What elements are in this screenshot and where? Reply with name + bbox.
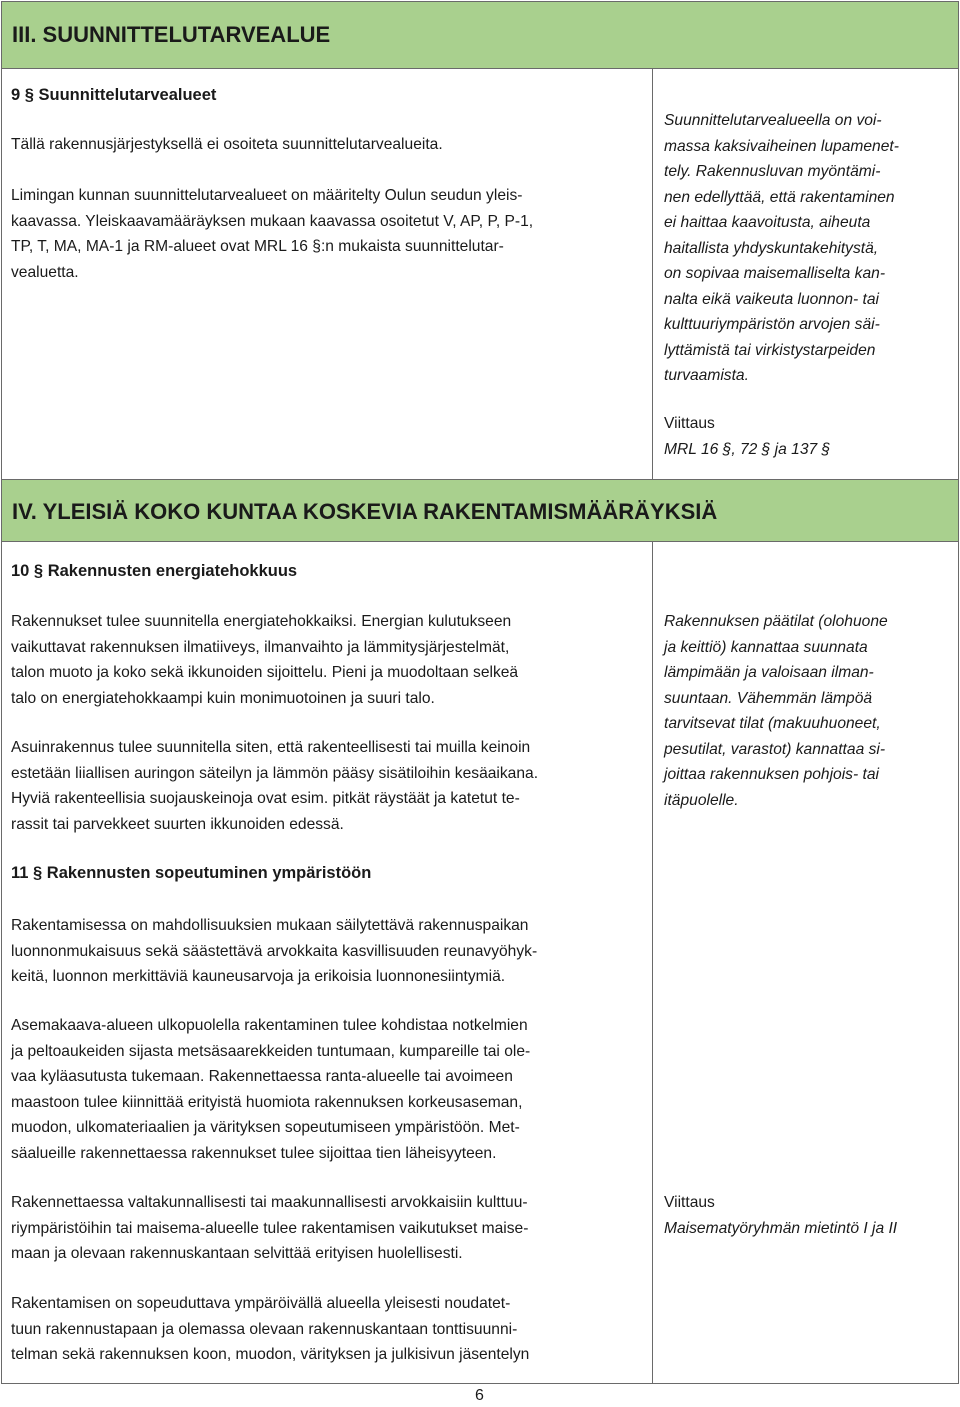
reference-text: Maisematyöryhmän mietintö I ja II: [664, 1219, 898, 1237]
paragraph-9-side-note: Suunnittelutarvealueella on voi- massa kaksivaiheinen lupamenet- tely. Rakennusluvan myöntämi- nen edellyttää, että rakentaminen ei haittaa kaavoitusta, aiheuta haitallista yhdyskuntakehitystä, on sopivaa maisemalliselta kan- nalta eikä vaikeuta luonnon- tai kulttuuriympäristön arvojen säi- lyttämistä tai virkistystarpeiden turvaamista.: [664, 112, 899, 384]
reference-label: Viittaus: [664, 415, 715, 432]
paragraph-9-reference: [664, 411, 949, 462]
paragraph-10-side-note: Rakennuksen päätilat (olohuone ja keittiö) kannattaa suunnata lämpimään ja valoisaan ilman- suuntaan. Vähemmän lämpöä tarvitsevat tilat (makuuhuoneet, pesutilat, varastot) kannattaa si- joittaa rakennuksen pohjois- tai itäpuolelle.: [664, 613, 888, 809]
paragraph-9-text-2: Limingan kunnan suunnittelutarvealueet on määritelty Oulun seudun yleis- kaavassa. Yleiskaavamääräyksen mukaan kaavassa osoitetut V, AP, P, P-1, TP, T, MA, MA-1 ja RM-alueet ovat MRL 16 §:n mukaista suunnittelutar- vealuetta.: [11, 187, 534, 281]
section-title-iv: IV. YLEISIÄ KOKO KUNTAA KOSKEVIA RAKENTAMISMÄÄRÄYKSIÄ: [1, 479, 959, 542]
paragraph-10-text-2: Asuinrakennus tulee suunnitella siten, että rakenteellisesti tai muilla keinoin estetään liiallisen auringon säteilyn ja lämmön pääsy sisätiloihin kesäaikana. Hyviä rakenteellisia suojauskeinoja ovat esim. pitkät räystäät ja katetut te- rassit tai parvekkeet suurten ikkunoiden edessä.: [11, 739, 539, 833]
paragraph-9-text-1: Tällä rakennusjärjestyksellä ei osoiteta suunnittelutarvealueita.: [11, 136, 443, 153]
paragraph-11-text-1: Rakentamisessa on mahdollisuuksien mukaan säilytettävä rakennuspaikan luonnonmukaisuus sekä säästettävä arvokkaita kasvillisuuden reunavyöhyk- keitä, luonnon merkittäviä kauneusarvoja ja erikoisia luonnonesiintymiä.: [11, 917, 538, 985]
paragraph-9-heading: 9 § Suunnittelutarvealueet: [11, 86, 217, 104]
paragraph-11-text-4: Rakentamisen on sopeuduttava ympäröivällä alueella yleisesti noudatet- tuun rakennustapaan ja olemassa olevaan rakennuskantaan tonttisuunni- telman sekä rakennuksen koon, muodon, värityksen ja julkisivun jäsentelyn: [11, 1295, 530, 1363]
frame-right-iii: [958, 69, 959, 479]
column-divider-iii: [652, 69, 653, 479]
column-divider-iv: [652, 542, 653, 1384]
page-number: 6: [475, 1387, 484, 1404]
paragraph-11-text-3: Rakennettaessa valtakunnallisesti tai maakunnallisesti arvokkaisiin kulttuu- riympäristöihin tai maisema-alueelle tulee rakentamisen vaikutukset maise- maan ja olevaan rakennuskantaan selvittää erityisen huolellisesti.: [11, 1194, 529, 1262]
paragraph-11-text-2: Asemakaava-alueen ulkopuolella rakentaminen tulee kohdistaa notkelmien ja peltoaukeiden sijasta metsäsaarekkeiden tuntumaan, kumpareille tai ole- vaa kyläasutusta tukemaan. Rakennettaessa ranta-alueelle tai avoimeen maastoon tulee kiinnittää erityistä huomiota rakennuksen korkeusaseman, muodon, ulkomateriaalien ja värityksen sopeutumiseen ympäristöön. Met- säalueille rakennettaessa rakennukset tulee sijoittaa tien läheisyyteen.: [11, 1017, 531, 1162]
section-title-iii: III. SUUNNITTELUTARVEALUE: [1, 1, 959, 69]
paragraph-10-heading: 10 § Rakennusten energiatehokkuus: [11, 562, 298, 580]
reference-text: MRL 16 §, 72 § ja 137 §: [664, 440, 831, 458]
reference-label: Viittaus: [664, 1194, 715, 1211]
paragraph-11-heading: 11 § Rakennusten sopeutuminen ympäristöön: [11, 864, 372, 882]
frame-left-iv: [1, 542, 2, 1384]
frame-left-iii: [1, 69, 2, 479]
paragraph-11-reference: [664, 1190, 954, 1241]
frame-right-iv: [958, 542, 959, 1384]
frame-bottom: [1, 1383, 959, 1384]
paragraph-10-text-1: Rakennukset tulee suunnitella energiatehokkaiksi. Energian kulutukseen vaikuttavat rakennuksen ilmatiiveys, ilmanvaihto ja lämmitysjärjestelmät, talon muoto ja koko sekä ikkunoiden sijoittelu. Pieni ja muodoltaan selkeä talo on energiatehokkaampi kuin monimuotoinen ja suuri talo.: [11, 613, 519, 707]
